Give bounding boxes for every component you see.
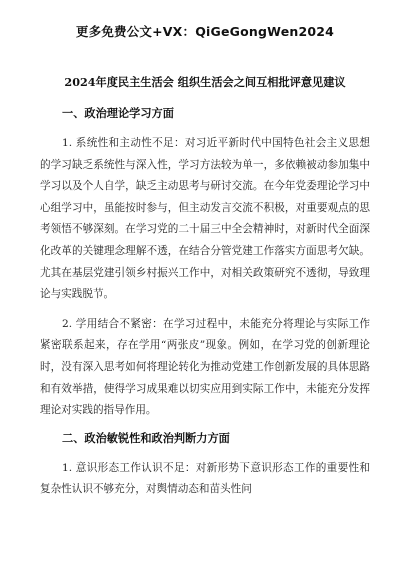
- paragraph: 1. 系统性和主动性不足：对习近平新时代中国特色社会主义思想的学习缺乏系统性与深入性，学习方法较为单一，多依赖被动参加集中学习以及个人自学，缺乏主动思考与研讨交流。在今年党委理论学习中心组学习中，虽能按时参与，但主动发言交流不积极，对重要观点的思考领悟不够深刻。在学习党的二十届三中全会精神时，对新时代全面深化改革的关键理念理解不透，在结合分管党建工作落实方面思考欠缺。尤其在基层党建引领乡村振兴工作中，对相关政策研究不透彻，导致理论与实践脱节。: [40, 137, 370, 301]
- section-heading: 二、政治敏锐性和政治判断力方面: [62, 430, 230, 445]
- document-title: 2024年度民主生活会 组织生活会之间互相批评意见建议: [64, 75, 346, 89]
- header-watermark-text: 更多免费公文+VX：QiGeGongWen2024: [75, 24, 335, 39]
- paragraph: 2. 学用结合不紧密：在学习过程中，未能充分将理论与实际工作紧密联系起来，存在学用“两张皮”现象。例如，在学习党的创新理论时，没有深入思考如何将理论转化为推动党建工作创新发展的具体思路和有效举措，使得学习成果难以切实应用到实际工作中，未能充分发挥理论对实践的指导作用。: [40, 317, 370, 417]
- paragraph: 1. 意识形态工作认识不足：对新形势下意识形态工作的重要性和复杂性认识不够充分，对舆情动态和苗头性问: [40, 461, 370, 496]
- section-heading: 一、政治理论学习方面: [62, 106, 174, 120]
